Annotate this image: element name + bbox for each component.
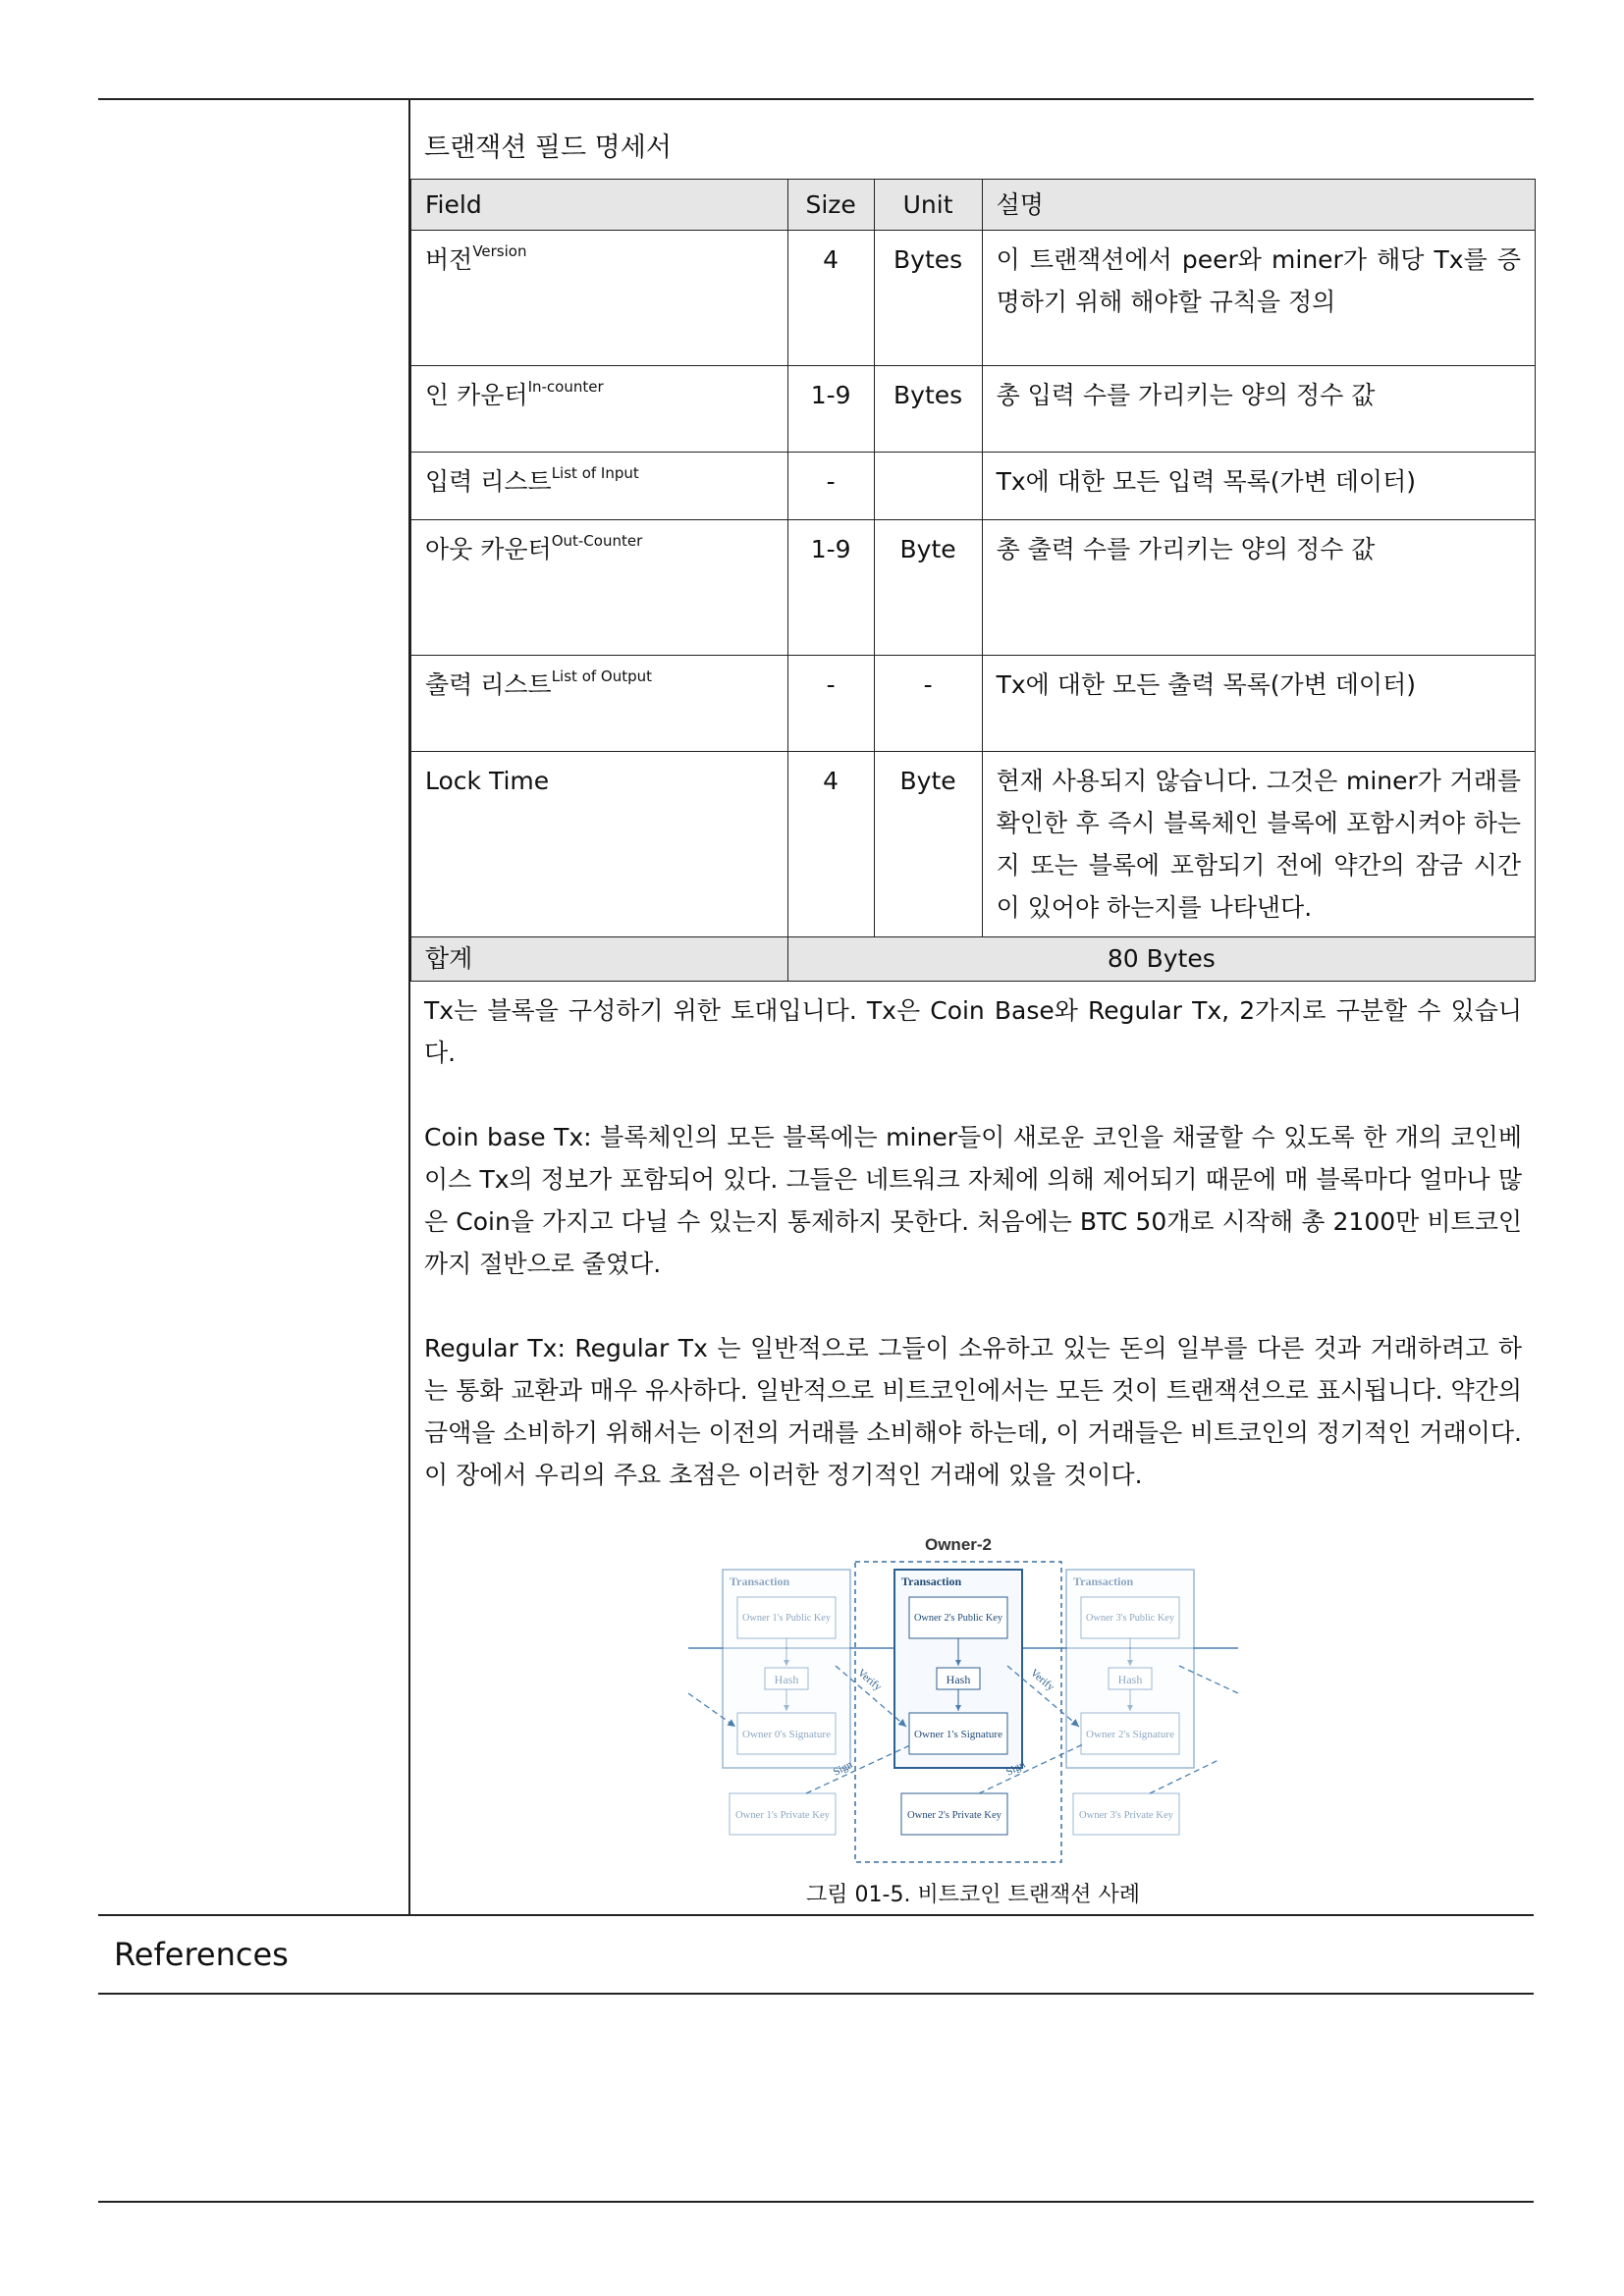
field-cell — [411, 366, 788, 453]
description-cell: 총 출력 수를 가리키는 양의 정수 값 — [982, 520, 1535, 656]
verify-label: Verify — [855, 1667, 884, 1693]
transaction-field-table — [410, 179, 1536, 982]
private-key-label: Owner 1's Private Key — [735, 1809, 831, 1821]
total-value: 80 Bytes — [787, 937, 1535, 982]
unit-cell: Bytes — [874, 366, 982, 453]
tx-header: Transaction — [901, 1575, 962, 1588]
references-heading: References — [114, 1936, 289, 1973]
size-cell: - — [787, 656, 874, 752]
transaction-block-3 — [1066, 1570, 1194, 1835]
private-key-label: Owner 2's Private Key — [907, 1809, 1002, 1821]
table-row — [411, 520, 1536, 656]
description-cell: Tx에 대한 모든 입력 목록(가변 데이터) — [982, 453, 1535, 520]
table-row — [411, 453, 1536, 520]
description-cell: Tx에 대한 모든 출력 목록(가변 데이터) — [982, 656, 1535, 752]
table-row — [411, 752, 1536, 937]
field-name: 출력 리스트 — [425, 670, 552, 699]
references-rule — [98, 1993, 1534, 1995]
field-name: 아웃 카운터 — [425, 535, 552, 563]
field-cell — [411, 752, 788, 937]
field-cell — [411, 656, 788, 752]
signature-label: Owner 1's Signature — [914, 1729, 1003, 1740]
field-cell — [411, 453, 788, 520]
field-cell — [411, 520, 788, 656]
header-size: Size — [787, 180, 874, 231]
sign-label: Sign — [831, 1758, 855, 1779]
size-cell: 1-9 — [787, 520, 874, 656]
field-name: 인 카운터 — [425, 381, 528, 409]
tx-header: Transaction — [1073, 1575, 1134, 1588]
table-row — [411, 231, 1536, 366]
public-key-label: Owner 2's Public Key — [914, 1612, 1003, 1624]
description-cell: 총 입력 수를 가리키는 양의 정수 값 — [982, 366, 1535, 453]
regular-tx-paragraph: Regular Tx: Regular Tx 는 일반적으로 그들이 소유하고 있는 돈의 일부를 다른 것과 거래하려고 하는 통화 교환과 매우 유사하다. 일반적으로 비트코인에서는 모든 것이 트랜잭션으로 표시됩니다. 약간의 금액을 소비하기 위해서는 이전의 거래를 소비해야 하는데, 이 거래들은 비트코인의 정기적인 거래이다. 이 장에서 우리의 주요 초점은 이러한 정기적인 거래에 있을 것이다. — [424, 1334, 1522, 1489]
unit-cell: Byte — [874, 520, 982, 656]
description-cell: 이 트랜잭션에서 peer와 miner가 해당 Tx를 증명하기 위해 해야할 규칙을 정의 — [982, 231, 1535, 366]
coinbase-paragraph: Coin base Tx: 블록체인의 모든 블록에는 miner들이 새로운 코인을 채굴할 수 있도록 한 개의 코인베이스 Tx의 정보가 포함되어 있다. 그들은 네트워크 자체에 의해 제어되기 때문에 매 블록마다 얼마나 많은 Coin을 가지고 다닐 수 있는지 통제하지 못한다. 처음에는 BTC 50개로 시작해 총 2100만 비트코인까지 절반으로 줄였다. — [424, 1123, 1522, 1278]
hash-label: Hash — [774, 1673, 799, 1686]
description-cell: 현재 사용되지 않습니다. 그것은 miner가 거래를 확인한 후 즉시 블록체인 블록에 포함시켜야 하는지 또는 블록에 포함되기 전에 약간의 잠금 시간이 있어야 하는지를 나타낸다. — [982, 752, 1535, 937]
table-row — [411, 656, 1536, 752]
table-row — [411, 366, 1536, 453]
header-unit: Unit — [874, 180, 982, 231]
public-key-label: Owner 1's Public Key — [742, 1612, 832, 1624]
field-cell — [411, 231, 788, 366]
table-header-row — [411, 180, 1536, 231]
signature-label: Owner 0's Signature — [742, 1729, 832, 1740]
header-description: 설명 — [982, 180, 1535, 231]
tx-header: Transaction — [730, 1575, 790, 1588]
size-cell: - — [787, 453, 874, 520]
field-name: Lock Time — [425, 767, 550, 795]
private-key-label: Owner 3's Private Key — [1079, 1809, 1174, 1821]
field-superscript: Version — [472, 242, 527, 260]
unit-cell — [874, 453, 982, 520]
field-superscript: List of Input — [551, 464, 639, 482]
signature-label: Owner 2's Signature — [1086, 1729, 1175, 1740]
field-superscript: List of Output — [551, 667, 653, 685]
public-key-label: Owner 3's Public Key — [1086, 1612, 1175, 1624]
verify-label: Verify — [1028, 1667, 1056, 1693]
size-cell: 1-9 — [787, 366, 874, 453]
section-bottom-rule — [98, 1914, 1534, 1916]
field-name: 입력 리스트 — [425, 467, 552, 496]
transaction-block-2 — [894, 1570, 1022, 1835]
unit-cell: Bytes — [874, 231, 982, 366]
field-superscript: Out-Counter — [551, 532, 643, 550]
hash-label: Hash — [946, 1673, 971, 1686]
header-field: Field — [411, 180, 788, 231]
transaction-block-1 — [723, 1570, 850, 1835]
field-superscript: In-counter — [527, 378, 604, 396]
size-cell: 4 — [787, 231, 874, 366]
sign-label: Sign — [1003, 1758, 1028, 1779]
total-row — [411, 937, 1536, 982]
section-title: 트랜잭션 필드 명세서 — [424, 133, 672, 163]
figure-caption: 그림 01-5. 비트코인 트랜잭션 사례 — [806, 1883, 1140, 1907]
field-name: 버전 — [425, 245, 473, 274]
owner-label: Owner-2 — [924, 1535, 993, 1554]
hash-label: Hash — [1117, 1673, 1143, 1686]
unit-cell: - — [874, 656, 982, 752]
unit-cell: Byte — [874, 752, 982, 937]
total-label: 합계 — [411, 937, 788, 982]
size-cell: 4 — [787, 752, 874, 937]
main-content — [410, 100, 1536, 1908]
intro-paragraph: Tx는 블록을 구성하기 위한 토대입니다. Tx은 Coin Base와 Regular Tx, 2가지로 구분할 수 있습니다. — [424, 996, 1522, 1067]
body-text — [410, 982, 1536, 1496]
footer-rule — [98, 2201, 1534, 2203]
bitcoin-transaction-diagram — [688, 1519, 1238, 1872]
